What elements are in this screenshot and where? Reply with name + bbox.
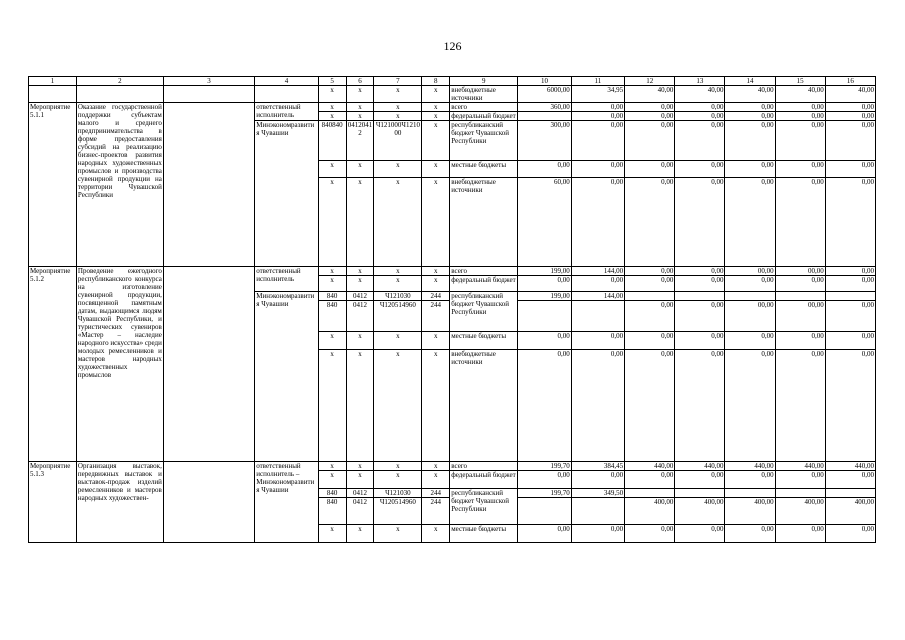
- table-cell: 440,00: [725, 462, 775, 471]
- table-cell: 0,00: [675, 350, 725, 462]
- table-cell: 0,00: [571, 350, 624, 462]
- table-cell: 00,00: [775, 301, 825, 332]
- table-cell: 440,00: [625, 462, 675, 471]
- table-cell: 144,00: [571, 292, 624, 301]
- funding-source: республиканский бюджет Чувашской Республики: [450, 121, 518, 161]
- table-cell: x: [318, 112, 346, 121]
- table-cell: 0,00: [725, 350, 775, 462]
- table-cell: 0,00: [775, 332, 825, 350]
- table-cell: 0,00: [571, 332, 624, 350]
- table-cell: 0,00: [825, 267, 875, 276]
- table-cell: 144,00: [571, 267, 624, 276]
- table-cell: 00,00: [725, 301, 775, 332]
- table-cell: [725, 489, 775, 498]
- table-cell: 6000,00: [518, 86, 571, 103]
- table-cell: 0412: [346, 292, 374, 301]
- table-cell: 840: [318, 301, 346, 332]
- table-cell: 0,00: [825, 350, 875, 462]
- table-cell: 0,00: [518, 276, 571, 292]
- table-cell: x: [422, 525, 450, 543]
- table-cell: 0,00: [675, 525, 725, 543]
- funding-source: федеральный бюджет: [450, 276, 518, 292]
- column-header: 2: [76, 77, 163, 86]
- table-cell: 0,00: [675, 103, 725, 112]
- table-cell: 0,00: [825, 121, 875, 161]
- table-cell: 0,00: [775, 121, 825, 161]
- table-cell: 400,00: [825, 498, 875, 525]
- table-cell: [518, 498, 571, 525]
- table-cell: 0,00: [775, 471, 825, 489]
- table-cell: x: [422, 462, 450, 471]
- table-cell: 0,00: [725, 276, 775, 292]
- table-cell: 0,00: [775, 525, 825, 543]
- table-cell: [675, 292, 725, 301]
- table-cell: Ч120514960: [374, 301, 422, 332]
- table-cell: x: [374, 462, 422, 471]
- page-number: 126: [443, 39, 462, 53]
- table-cell: [725, 292, 775, 301]
- table-cell: x: [346, 350, 374, 462]
- header-row: [29, 77, 876, 86]
- table-cell: 0,00: [571, 103, 624, 112]
- table-cell: x: [374, 112, 422, 121]
- funding-source: республиканский бюджет Чувашской Республики: [450, 292, 518, 332]
- table-cell: 0,00: [625, 301, 675, 332]
- table-cell: 0412: [346, 301, 374, 332]
- table-cell: 40,00: [675, 86, 725, 103]
- table-cell: 244: [422, 292, 450, 301]
- table-cell: x: [346, 161, 374, 178]
- table-cell: 40,00: [625, 86, 675, 103]
- table-cell: 0,00: [571, 112, 624, 121]
- table-cell: x: [346, 471, 374, 489]
- table-row: [29, 86, 876, 103]
- table-cell: x: [422, 103, 450, 112]
- funding-source: всего: [450, 267, 518, 276]
- table-cell: x: [318, 471, 346, 489]
- table-cell: 400,00: [675, 498, 725, 525]
- table-cell: 0,00: [775, 178, 825, 267]
- table-cell: Ч120514960: [374, 498, 422, 525]
- table-cell: x: [374, 161, 422, 178]
- table-cell: 0,00: [725, 178, 775, 267]
- table-cell: 0,00: [825, 103, 875, 112]
- table-cell: 0,00: [725, 332, 775, 350]
- table-cell: 0,00: [571, 161, 624, 178]
- table-cell: x: [318, 462, 346, 471]
- table-cell: x: [374, 276, 422, 292]
- table-cell: 0,00: [571, 471, 624, 489]
- measure-description: Организация выставок, передвижных выставок и выставок-продаж изделий ремесленников и мастеров народных художествен-: [76, 462, 163, 543]
- table-cell: 199,00: [518, 292, 571, 301]
- column-header: 3: [163, 77, 254, 86]
- table-cell: [775, 489, 825, 498]
- table-cell: 300,00: [518, 121, 571, 161]
- table-cell: Ч121000Ч121000: [374, 121, 422, 161]
- table-cell: x: [346, 267, 374, 276]
- measure-id: Мероприятие 5.1.2: [29, 267, 77, 462]
- table-cell: [571, 301, 624, 332]
- table-cell: x: [346, 276, 374, 292]
- table-row: [29, 267, 876, 276]
- executor: Минэкономразвития Чувашии: [255, 121, 319, 267]
- table-cell: 40,00: [725, 86, 775, 103]
- table-cell: 199,70: [518, 462, 571, 471]
- table-cell: x: [422, 332, 450, 350]
- table-cell: 0,00: [625, 121, 675, 161]
- table-cell: внебюджетные источники: [450, 86, 518, 103]
- table-cell: x: [346, 525, 374, 543]
- table-cell: x: [374, 178, 422, 267]
- table-cell: x: [374, 86, 422, 103]
- table-cell: 199,70: [518, 489, 571, 498]
- table-cell: x: [422, 267, 450, 276]
- table-cell: 840: [318, 498, 346, 525]
- table-cell: 400,00: [725, 498, 775, 525]
- funding-source: внебюджетные источники: [450, 350, 518, 462]
- measure-description: Проведение ежегодного республиканского конкурса на изготовление сувенирной продукции, посвященной памятным датам, выдающимся людям Чувашской Республики, и туристических сувениров «Мастер – наследие народного искусства» среди молодых ремесленников и мастеров народных художественных промыслов: [76, 267, 163, 462]
- table-cell: x: [346, 462, 374, 471]
- table-cell: 0,00: [675, 276, 725, 292]
- table-cell: x: [374, 267, 422, 276]
- table-cell: 0,00: [625, 161, 675, 178]
- table-cell: 0,00: [775, 350, 825, 462]
- table-cell: x: [318, 178, 346, 267]
- table-cell: x: [346, 332, 374, 350]
- column-header: 1: [29, 77, 77, 86]
- table-cell: 0,00: [675, 112, 725, 121]
- table-cell: 840840: [318, 121, 346, 161]
- table-cell: x: [318, 103, 346, 112]
- table-cell: [518, 112, 571, 121]
- table-cell: 0,00: [825, 525, 875, 543]
- table-cell: 384,45: [571, 462, 624, 471]
- measure-id: Мероприятие 5.1.1: [29, 103, 77, 267]
- table-cell: x: [422, 350, 450, 462]
- table-cell: 0,00: [825, 178, 875, 267]
- table-cell: 0,00: [725, 525, 775, 543]
- table-cell: 0,00: [675, 178, 725, 267]
- budget-table: [28, 76, 876, 543]
- table-cell: x: [374, 525, 422, 543]
- table-cell: 360,00: [518, 103, 571, 112]
- table-cell: Ч121030: [374, 292, 422, 301]
- table-cell: x: [422, 471, 450, 489]
- table-cell: 34,95: [571, 86, 624, 103]
- table-cell: 0,00: [625, 471, 675, 489]
- table-cell: x: [422, 121, 450, 161]
- funding-source: федеральный бюджет: [450, 112, 518, 121]
- table-cell: 244: [422, 489, 450, 498]
- table-cell: x: [346, 178, 374, 267]
- table-cell: 0,00: [825, 161, 875, 178]
- table-cell: 0,00: [518, 471, 571, 489]
- table-cell: 0,00: [625, 350, 675, 462]
- table-cell: x: [318, 267, 346, 276]
- table-cell: 0,00: [625, 103, 675, 112]
- column-header: 4: [255, 77, 319, 86]
- column-header: 14: [725, 77, 775, 86]
- column-header: 11: [571, 77, 624, 86]
- funding-source: республиканский бюджет Чувашской Республики: [450, 489, 518, 525]
- table-cell: [825, 489, 875, 498]
- table-row: [29, 462, 876, 471]
- table-cell: 244: [422, 498, 450, 525]
- table-cell: 0,00: [571, 276, 624, 292]
- table-cell: x: [374, 471, 422, 489]
- table-cell: 0,00: [825, 276, 875, 292]
- table-cell: 40,00: [825, 86, 875, 103]
- column-header: 7: [374, 77, 422, 86]
- table-cell: [518, 301, 571, 332]
- table-cell: x: [346, 86, 374, 103]
- table-cell: 0,00: [571, 178, 624, 267]
- table-cell: x: [346, 103, 374, 112]
- table-cell: x: [318, 86, 346, 103]
- table-cell: x: [318, 161, 346, 178]
- table-cell: 0,00: [825, 112, 875, 121]
- table-cell: 0,00: [518, 332, 571, 350]
- table-cell: x: [422, 86, 450, 103]
- table-cell: 0,00: [775, 112, 825, 121]
- table-cell: x: [318, 276, 346, 292]
- table-cell: 0,00: [675, 332, 725, 350]
- table-cell: x: [374, 350, 422, 462]
- column-header: 16: [825, 77, 875, 86]
- column-header: 13: [675, 77, 725, 86]
- column-header: 9: [450, 77, 518, 86]
- column-header: 6: [346, 77, 374, 86]
- table-cell: 440,00: [675, 462, 725, 471]
- table-cell: x: [422, 276, 450, 292]
- column-header: 10: [518, 77, 571, 86]
- table-cell: 0,00: [775, 276, 825, 292]
- measure-description: Оказание государственной поддержки субъектам малого и среднего предпринимательства в форме предоставления субсидий на реализацию бизнес-проектов развития народных художественных промыслов и производства сувенирной продукции на территории Чувашской Республики: [76, 103, 163, 267]
- table-cell: 60,00: [518, 178, 571, 267]
- table-cell: [825, 292, 875, 301]
- table-cell: 0,00: [625, 112, 675, 121]
- executor: Минэкономразвития Чувашии: [255, 292, 319, 462]
- table-cell: 0,00: [775, 103, 825, 112]
- table-cell: [571, 498, 624, 525]
- table-cell: 0,00: [625, 178, 675, 267]
- table-cell: 0,00: [675, 121, 725, 161]
- column-header: 5: [318, 77, 346, 86]
- table-cell: x: [374, 332, 422, 350]
- table-cell: x: [318, 525, 346, 543]
- table-cell: 0,00: [518, 350, 571, 462]
- table-cell: 199,00: [518, 267, 571, 276]
- table-cell: 0,00: [725, 471, 775, 489]
- table-cell: 0,00: [518, 161, 571, 178]
- column-header: 12: [625, 77, 675, 86]
- table-cell: 0412: [346, 498, 374, 525]
- table-cell: x: [346, 112, 374, 121]
- measure-id: Мероприятие 5.1.3: [29, 462, 77, 543]
- table-cell: 0,00: [518, 525, 571, 543]
- table-cell: 0,00: [625, 332, 675, 350]
- table-cell: 0,00: [825, 332, 875, 350]
- table-cell: 0,00: [625, 276, 675, 292]
- table-cell: 04120412: [346, 121, 374, 161]
- funding-source: всего: [450, 462, 518, 471]
- table-cell: 0412: [346, 489, 374, 498]
- table-cell: 0,00: [775, 161, 825, 178]
- table-cell: 400,00: [625, 498, 675, 525]
- table-cell: 440,00: [775, 462, 825, 471]
- table-cell: 0,00: [675, 471, 725, 489]
- table-cell: 0,00: [625, 525, 675, 543]
- table-cell: 0,00: [725, 112, 775, 121]
- table-cell: x: [422, 161, 450, 178]
- table-cell: 440,00: [825, 462, 875, 471]
- table-cell: 0,00: [571, 121, 624, 161]
- executor: ответственный исполнитель: [255, 267, 319, 292]
- funding-source: всего: [450, 103, 518, 112]
- table-cell: 0,00: [825, 471, 875, 489]
- table-cell: x: [318, 350, 346, 462]
- funding-source: местные бюджеты: [450, 332, 518, 350]
- table-cell: 840: [318, 292, 346, 301]
- executor: ответственный исполнитель – Минэкономразвития Чувашии: [255, 462, 319, 543]
- table-cell: 0,00: [725, 121, 775, 161]
- table-cell: x: [374, 103, 422, 112]
- executor: ответственный исполнитель: [255, 103, 319, 121]
- table-cell: 0,00: [625, 267, 675, 276]
- table-cell: 840: [318, 489, 346, 498]
- table-cell: 244: [422, 301, 450, 332]
- funding-source: внебюджетные источники: [450, 178, 518, 267]
- column-header: 15: [775, 77, 825, 86]
- table-cell: [625, 292, 675, 301]
- funding-source: местные бюджеты: [450, 161, 518, 178]
- table-cell: 0,00: [675, 161, 725, 178]
- table-cell: 349,50: [571, 489, 624, 498]
- table-cell: 0,00: [571, 525, 624, 543]
- table-cell: 0,00: [675, 267, 725, 276]
- table-cell: Ч121030: [374, 489, 422, 498]
- table-cell: 0,00: [675, 301, 725, 332]
- table-cell: 40,00: [775, 86, 825, 103]
- table-cell: 400,00: [775, 498, 825, 525]
- funding-source: местные бюджеты: [450, 525, 518, 543]
- funding-source: федеральный бюджет: [450, 471, 518, 489]
- table-cell: x: [422, 178, 450, 267]
- table-cell: 0,00: [725, 103, 775, 112]
- table-cell: [625, 489, 675, 498]
- table-cell: 0,00: [825, 301, 875, 332]
- column-header: 8: [422, 77, 450, 86]
- table-cell: x: [318, 332, 346, 350]
- table-cell: [775, 292, 825, 301]
- table-cell: [675, 489, 725, 498]
- table-row: [29, 103, 876, 112]
- table-cell: 0,00: [725, 161, 775, 178]
- table-cell: 00,00: [725, 267, 775, 276]
- table-cell: 00,00: [775, 267, 825, 276]
- table-cell: x: [422, 112, 450, 121]
